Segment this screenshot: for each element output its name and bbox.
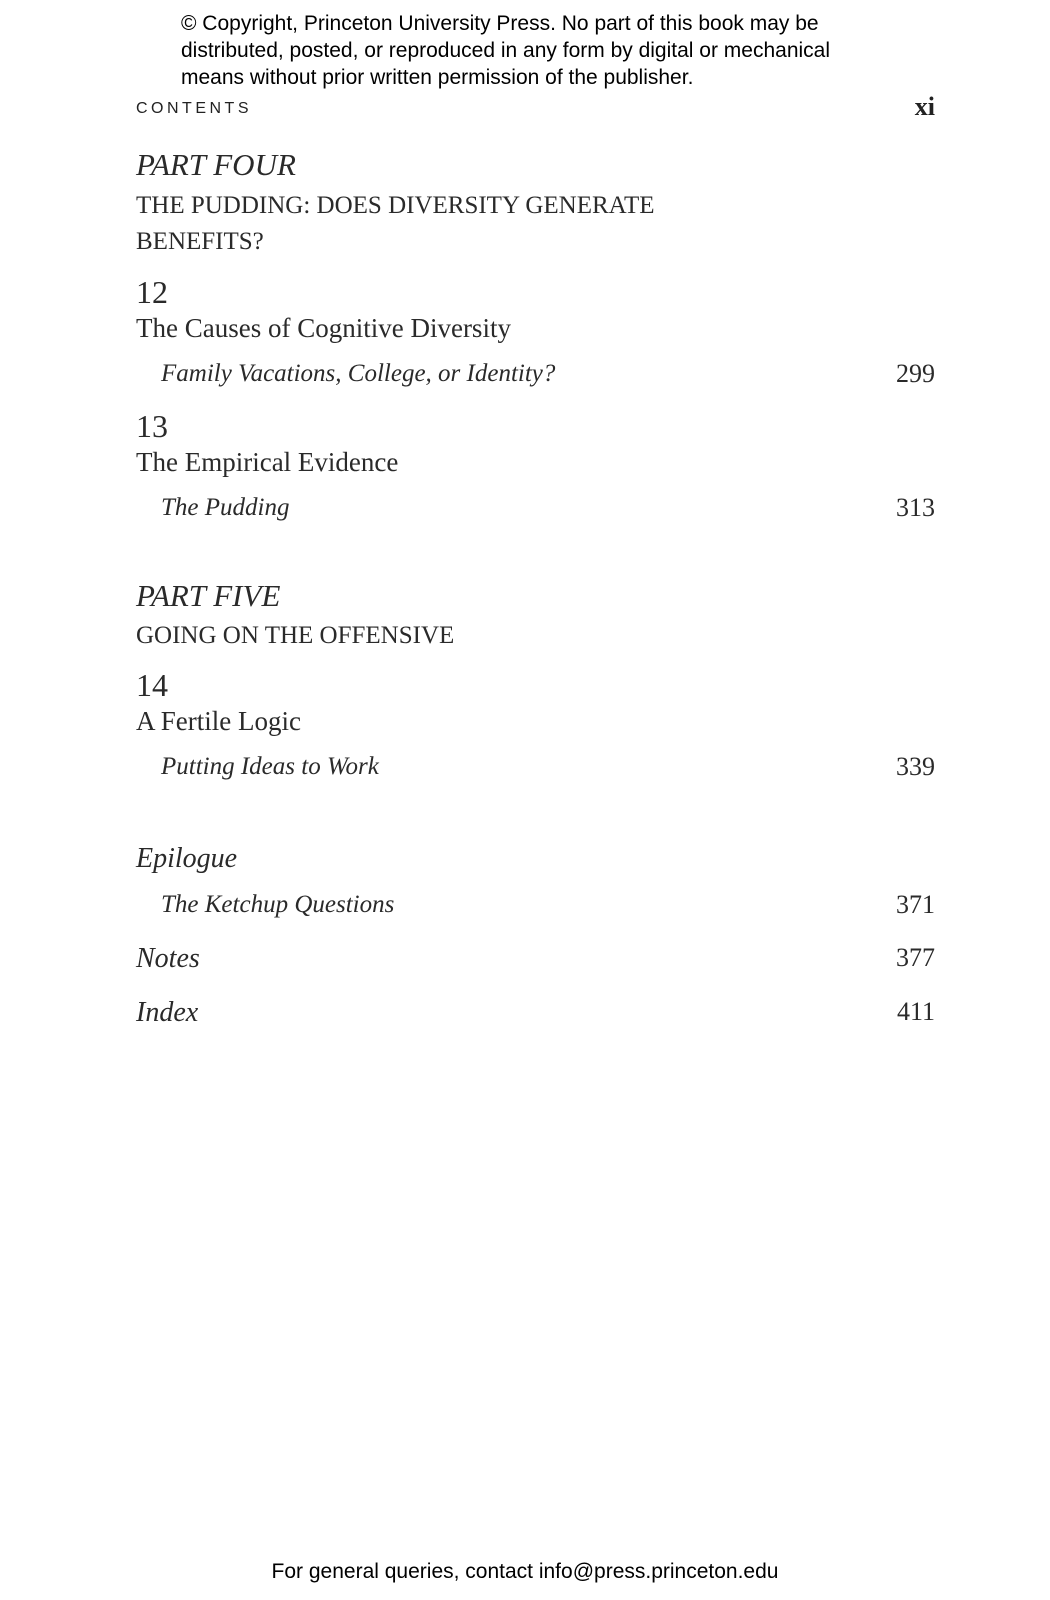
- running-head: CONTENTS: [136, 100, 252, 117]
- part-title-line: GOING ON THE OFFENSIVE: [136, 622, 455, 649]
- part-five-label: PART FIVE: [136, 578, 281, 613]
- notes-page: 377: [896, 943, 935, 972]
- chapter-13-title: The Empirical Evidence: [136, 447, 399, 477]
- part-four-title: [136, 188, 756, 260]
- chapter-14-title: A Fertile Logic: [136, 706, 301, 736]
- copyright-notice: [181, 10, 901, 91]
- part-title-line: BENEFITS?: [136, 228, 264, 255]
- chapter-13-subtitle: The Pudding: [161, 494, 290, 521]
- chapter-14-subtitle: Putting Ideas to Work: [161, 753, 379, 780]
- chapter-12-subtitle: Family Vacations, College, or Identity?: [161, 360, 556, 387]
- epilogue-page: 371: [896, 890, 935, 919]
- footer-contact: For general queries, contact info@press.princeton.edu: [271, 1560, 779, 1583]
- index-page: 411: [896, 997, 935, 1026]
- chapter-12-number: 12: [136, 274, 168, 310]
- chapter-12-title: The Causes of Cognitive Diversity: [136, 313, 511, 343]
- part-title-line: THE PUDDING: DOES DIVERSITY GENERATE: [136, 192, 655, 219]
- epilogue-subtitle: The Ketchup Questions: [161, 891, 395, 918]
- copyright-line: means without prior written permission of the publisher.: [181, 66, 694, 89]
- copyright-line: © Copyright, Princeton University Press. No part of this book may be: [181, 12, 819, 35]
- epilogue-label: Epilogue: [136, 843, 238, 874]
- part-five-title: [136, 618, 756, 654]
- chapter-14-number: 14: [136, 667, 168, 703]
- notes-label: Notes: [136, 943, 200, 974]
- page-folio: xi: [914, 92, 935, 121]
- part-four-label: PART FOUR: [136, 147, 296, 182]
- copyright-line: distributed, posted, or reproduced in any form by digital or mechanical: [181, 39, 831, 62]
- index-label: Index: [136, 997, 199, 1028]
- chapter-13-number: 13: [136, 408, 168, 444]
- chapter-14-page: 339: [896, 752, 935, 781]
- chapter-13-page: 313: [896, 493, 935, 522]
- chapter-12-page: 299: [896, 359, 935, 388]
